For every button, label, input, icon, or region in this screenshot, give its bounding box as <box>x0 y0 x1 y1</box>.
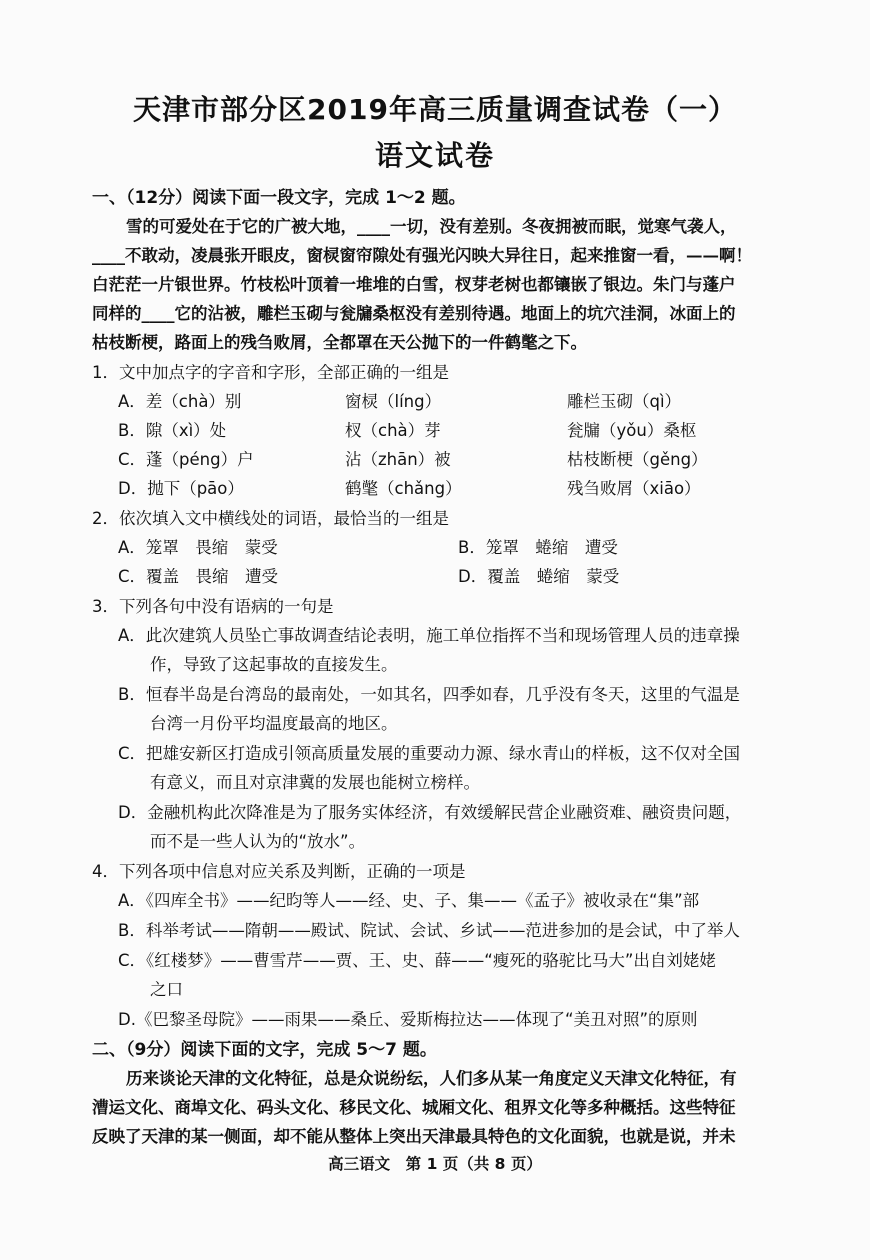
q4-option: D.《巴黎圣母院》——雨果——桑丘、爱斯梅拉达——体现了“美丑对照”的原则 <box>118 1010 698 1029</box>
q1-option: 杈（chà）芽 <box>345 421 441 440</box>
q1-option: 窗棂（líng） <box>345 392 442 411</box>
q4-option-cont: 之口 <box>150 980 183 999</box>
q2-option: A．笼罩 畏缩 蒙受 <box>118 538 278 557</box>
passage1-line: 枯枝断梗，路面上的残刍败屑，全都罩在天公抛下的一件鹤氅之下。 <box>92 333 587 352</box>
q1-option: 鹤氅（chǎng） <box>345 479 462 498</box>
section1-heading: 一、（12分）阅读下面一段文字，完成 1～2 题。 <box>92 188 466 208</box>
q3-option-cont: 作，导致了这起事故的直接发生。 <box>150 655 398 674</box>
exam-title: 天津市部分区2019年高三质量调查试卷（一） <box>133 93 737 126</box>
q3-option: D．金融机构此次降准是为了服务实体经济，有效缓解民营企业融资难、融资贵问题， <box>118 803 742 822</box>
q1-option: A．差（chà）别 <box>118 392 242 411</box>
q3-option-cont: 有意义，而且对京津冀的发展也能树立榜样。 <box>150 773 480 792</box>
passage2-line: 反映了天津的某一侧面，却不能从整体上突出天津最具特色的文化面貌，也就是说，并未 <box>92 1127 736 1146</box>
q1-option: 瓮牖（yǒu）桑枢 <box>567 421 697 440</box>
section2-heading: 二、（9分）阅读下面的文字，完成 5～7 题。 <box>92 1040 437 1060</box>
q1-option: 雕栏玉砌（qì） <box>567 392 682 411</box>
question-3-stem: 3．下列各句中没有语病的一句是 <box>92 597 334 616</box>
q3-option-cont: 而不是一些人认为的“放水”。 <box>150 832 366 851</box>
passage2-line: 漕运文化、商埠文化、码头文化、移民文化、城厢文化、租界文化等多种概括。这些特征 <box>92 1098 736 1117</box>
q2-option: B．笼罩 蜷缩 遭受 <box>458 538 618 557</box>
q3-option: C．把雄安新区打造成引领高质量发展的重要动力源、绿水青山的样板，这不仅对全国 <box>118 744 741 763</box>
passage1-line: 白茫茫一片银世界。竹枝松叶顶着一堆堆的白雪，杈芽老树也都镶嵌了银边。朱门与蓬户 <box>92 275 736 294</box>
question-4-stem: 4．下列各项中信息对应关系及判断，正确的一项是 <box>92 862 466 881</box>
q1-option: C．蓬（péng）户 <box>118 450 254 469</box>
q2-option: C．覆盖 畏缩 遭受 <box>118 567 279 586</box>
passage2-line: 历来谈论天津的文化特征，总是众说纷纭，人们多从某一角度定义天津文化特征，有 <box>126 1069 737 1088</box>
q2-option: D．覆盖 蜷缩 蒙受 <box>458 567 620 586</box>
q3-option: A．此次建筑人员坠亡事故调查结论表明，施工单位指挥不当和现场管理人员的违章操 <box>118 626 740 645</box>
passage1-line: 雪的可爱处在于它的广被大地，____一切，没有差别。冬夜拥被而眠，觉寒气袭人， <box>126 217 737 236</box>
page-footer: 高三语文 第 1 页（共 8 页） <box>328 1155 542 1173</box>
q1-option: D．抛下（pāo） <box>118 479 244 498</box>
q1-option: B．隙（xì）处 <box>118 421 227 440</box>
q4-option: A．《四库全书》——纪昀等人——经、史、子、集——《孟子》被收录在“集”部 <box>118 891 700 910</box>
q3-option-cont: 台湾一月份平均温度最高的地区。 <box>150 714 398 733</box>
q1-option: 残刍败屑（xiāo） <box>567 479 701 498</box>
q3-option: B．恒春半岛是台湾岛的最南处，一如其名，四季如春，几乎没有冬天，这里的气温是 <box>118 685 740 704</box>
question-1-stem: 1．文中加点字的字音和字形，全部正确的一组是 <box>92 363 449 382</box>
exam-subtitle: 语文试卷 <box>374 139 495 172</box>
passage1-line: ____不敢动，凌晨张开眼皮，窗棂窗帘隙处有强光闪映大异往日，起来推窗一看，——啊！ <box>92 246 752 265</box>
passage1-line: 同样的____它的沾被，雕栏玉砌与瓮牖桑枢没有差别待遇。地面上的坑穴洼洞，冰面上的 <box>92 304 736 323</box>
q1-option: 枯枝断梗（gěng） <box>567 450 708 469</box>
q4-option: C．《红楼梦》——曹雪芹——贾、王、史、薛——“瘦死的骆驼比马大”出自刘姥姥 <box>118 951 716 970</box>
q4-option: B．科举考试——隋朝——殿试、院试、会试、乡试——范进参加的是会试，中了举人 <box>118 921 740 940</box>
q1-option: 沾（zhān）被 <box>345 450 451 469</box>
question-2-stem: 2．依次填入文中横线处的词语，最恰当的一组是 <box>92 509 449 528</box>
